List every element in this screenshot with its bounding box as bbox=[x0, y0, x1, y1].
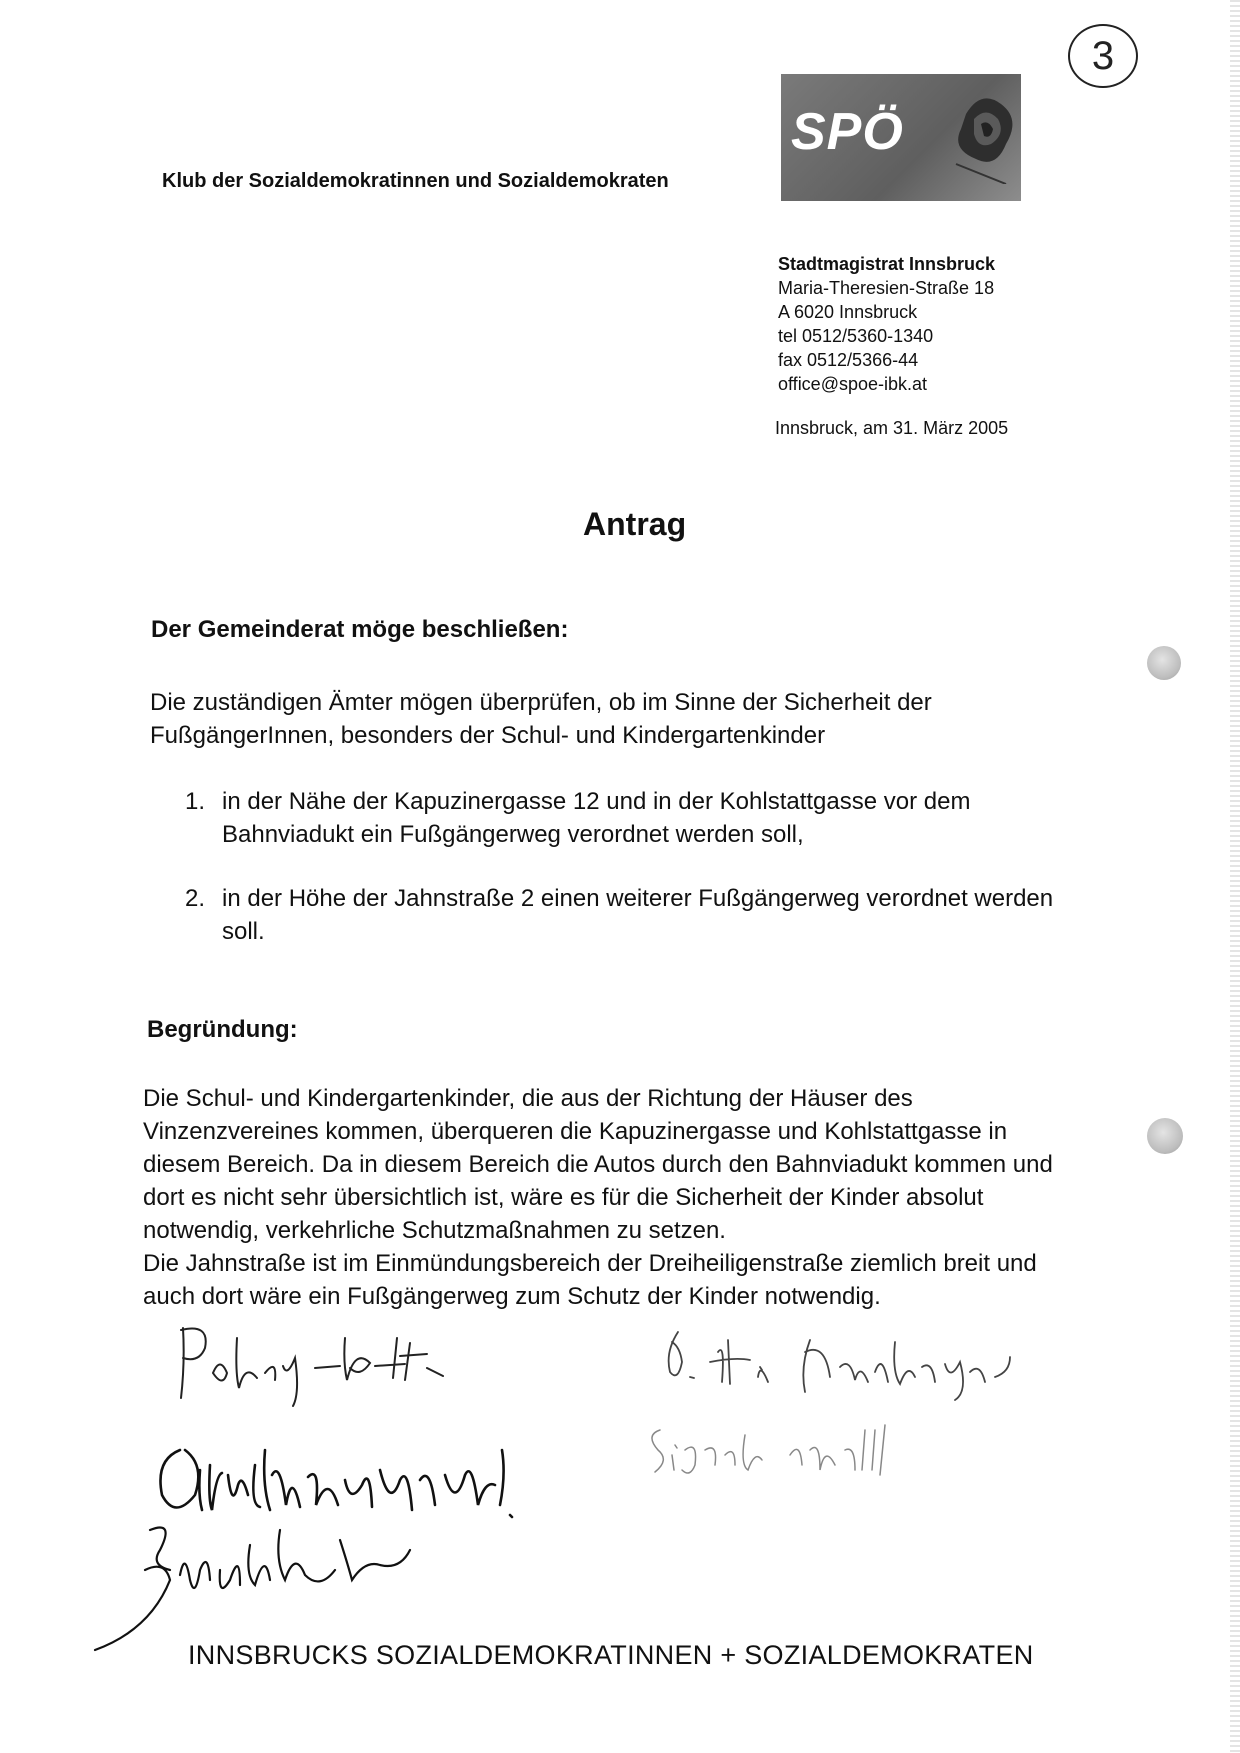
footer-text: INNSBRUCKS SOZIALDEMOKRATINNEN + SOZIALDEMOKRATEN bbox=[188, 1640, 1034, 1670]
address-email: office@spoe-ibk.at bbox=[778, 374, 928, 394]
list-item-number: 2. bbox=[185, 885, 206, 912]
reason-paragraph: Die Jahnstraße ist im Einmündungsbereich der Dreiheiligenstraße ziemlich breit und auch dort wäre ein Fußgängerweg zum Schutz der Kinder notwendig. bbox=[143, 1250, 1037, 1310]
spoe-logo bbox=[781, 74, 1021, 201]
resolution-heading: Der Gemeinderat möge beschließen: bbox=[151, 616, 569, 643]
address-name: Stadtmagistrat Innsbruck bbox=[778, 254, 996, 274]
list-item-text: in der Nähe der Kapuzinergasse 12 und in der Kohlstattgasse vor dem Bahnviadukt ein Fußgängerweg verordnet werden soll, bbox=[222, 788, 971, 848]
reason-heading: Begründung: bbox=[147, 1016, 298, 1043]
club-name: Klub der Sozialdemokratinnen und Sozialdemokraten bbox=[162, 170, 669, 192]
scan-edge bbox=[1230, 0, 1240, 1753]
list-item-number: 1. bbox=[185, 788, 206, 815]
logo-text: SPÖ bbox=[791, 103, 904, 161]
page-number-mark-text: 3 bbox=[1091, 33, 1115, 78]
punch-hole-bottom bbox=[1147, 1118, 1183, 1154]
address-tel: tel 0512/5360-1340 bbox=[778, 326, 934, 346]
rose-icon bbox=[936, 84, 1021, 184]
signature-marinell bbox=[640, 1410, 940, 1480]
reason-paragraph: Die Schul- und Kindergartenkinder, die aus der Richtung der Häuser des Vinzenzvereines kommen, überqueren die Kapuzinergasse und Kohlstattgasse in diesem Bereich. Da in diesem Bereich die Autos durch den Bahnviadukt kommen und dort es nicht sehr übersichtlich ist, wäre es für die Sicherheit der Kinder absolut notwendig, verkehrliche Schutzmaßnahmen zu setzen. bbox=[143, 1085, 1053, 1244]
date-line: Innsbruck, am 31. März 2005 bbox=[775, 418, 1009, 438]
page-number-mark bbox=[1068, 24, 1138, 88]
address-city: A 6020 Innsbruck bbox=[778, 302, 918, 322]
address-block bbox=[778, 252, 995, 396]
reason-body bbox=[143, 1082, 1083, 1313]
page-title: Antrag bbox=[583, 506, 687, 542]
list-item-text: in der Höhe der Jahnstraße 2 einen weiterer Fußgängerweg verordnet werden soll. bbox=[222, 885, 1054, 945]
punch-hole-top bbox=[1147, 646, 1181, 680]
signature-neuberger bbox=[650, 1322, 1030, 1402]
address-street: Maria-Theresien-Straße 18 bbox=[778, 278, 995, 298]
signature-pokorny-reitter bbox=[165, 1318, 545, 1408]
signature-kaufmann bbox=[90, 1510, 470, 1660]
intro-paragraph: Die zuständigen Ämter mögen überprüfen, ob im Sinne der Sicherheit der FußgängerInnen, besonders der Schul- und Kindergartenkinder bbox=[150, 689, 932, 749]
address-fax: fax 0512/5366-44 bbox=[778, 350, 919, 370]
